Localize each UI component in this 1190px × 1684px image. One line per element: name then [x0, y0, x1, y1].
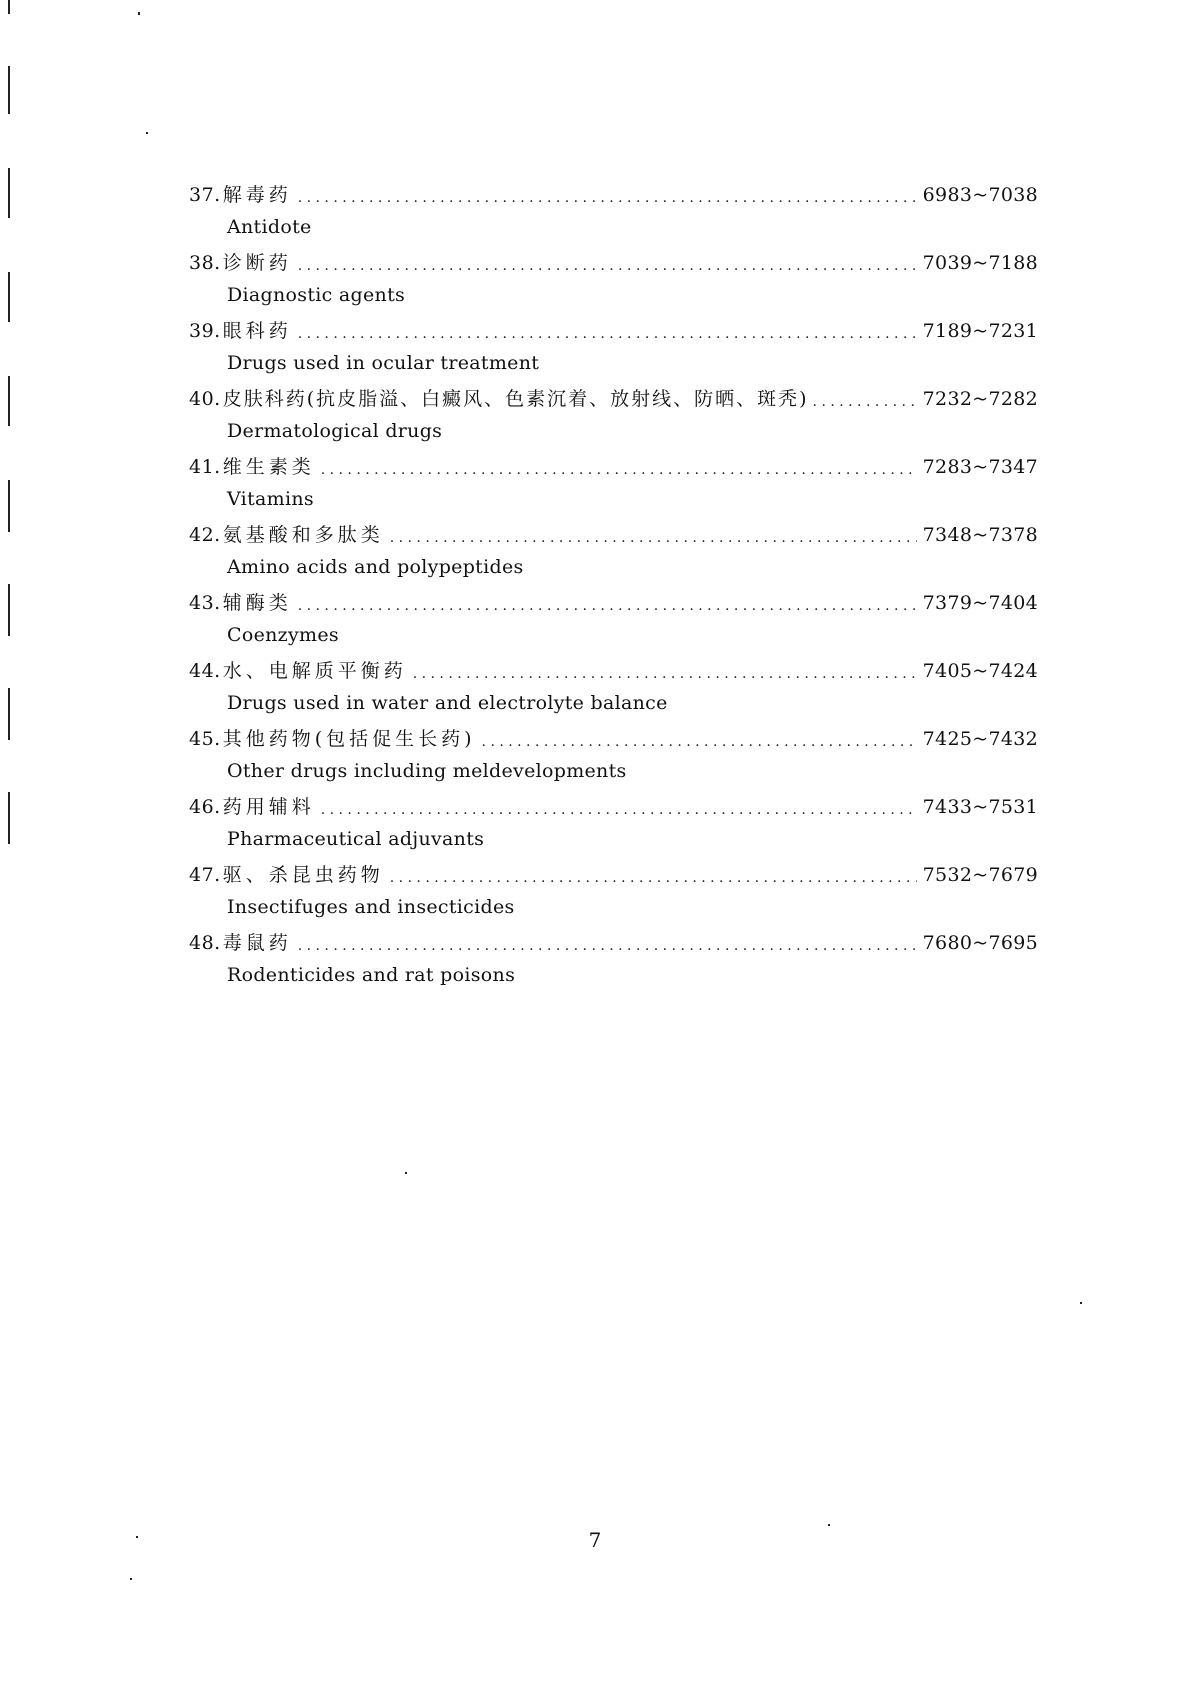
entry-title-en: Drugs used in water and electrolyte balance: [227, 692, 668, 714]
entry-title-en: Other drugs including meldevelopments: [227, 760, 627, 782]
toc-entry: [189, 520, 1038, 588]
dot-leader: [298, 928, 917, 958]
entry-page-range: 7405~7424: [922, 660, 1038, 682]
entry-title-en: Dermatological drugs: [227, 420, 443, 442]
entry-number: 43.: [189, 592, 221, 614]
toc-entry-line: [189, 452, 1038, 482]
toc-entry-line: [189, 520, 1038, 550]
entry-title-zh: 皮肤科药(抗皮脂溢、白癜风、色素沉着、放射线、防晒、斑秃): [222, 388, 809, 410]
dot-leader: [813, 384, 919, 414]
toc-entry: [189, 248, 1038, 316]
dot-leader: [482, 724, 917, 754]
entry-number: 37.: [189, 184, 221, 206]
entry-number: 45.: [189, 728, 221, 750]
scan-artifact: [8, 0, 10, 14]
entry-page-range: 7232~7282: [922, 388, 1038, 410]
entry-title-en: Coenzymes: [227, 624, 339, 646]
entry-title-en: Pharmaceutical adjuvants: [227, 828, 485, 850]
entry-page-range: 7532~7679: [922, 864, 1038, 886]
entry-title-zh: 诊断药: [222, 252, 292, 274]
scan-artifact: [405, 1172, 407, 1174]
scan-artifact: [130, 1578, 132, 1580]
dot-leader: [298, 316, 917, 346]
dot-leader: [298, 248, 917, 278]
entry-page-range: 7283~7347: [922, 456, 1038, 478]
page-number: 7: [588, 1528, 602, 1552]
toc-entry-line: [189, 656, 1038, 686]
entry-page-range: 7425~7432: [922, 728, 1038, 750]
toc-entry-line: [189, 384, 1038, 414]
entry-title-zh: 辅酶类: [222, 592, 292, 614]
entry-page-range: 7433~7531: [922, 796, 1038, 818]
entry-title-en: Drugs used in ocular treatment: [227, 352, 540, 374]
entry-page-range: 7189~7231: [922, 320, 1038, 342]
toc-entry-line: [189, 724, 1038, 754]
toc-entry-line: [189, 792, 1038, 822]
toc-entry-line: [189, 928, 1038, 958]
dot-leader: [298, 180, 917, 210]
scan-artifact: [138, 12, 140, 15]
scan-artifact: [8, 376, 10, 426]
entry-title-en: Diagnostic agents: [227, 284, 406, 306]
dot-leader: [390, 860, 917, 890]
entry-page-range: 7039~7188: [922, 252, 1038, 274]
scan-artifact: [8, 66, 10, 114]
entry-number: 47.: [189, 864, 221, 886]
toc-entry: [189, 384, 1038, 452]
entry-title-zh: 毒鼠药: [222, 932, 292, 954]
entry-title-en: Insectifuges and insecticides: [227, 896, 515, 918]
dot-leader: [321, 792, 917, 822]
entry-title-zh: 氨基酸和多肽类: [222, 524, 384, 546]
entry-title-zh: 眼科药: [222, 320, 292, 342]
toc-entry-line: [189, 180, 1038, 210]
scan-artifact: [1080, 1302, 1082, 1304]
entry-number: 40.: [189, 388, 221, 410]
entry-title-en: Antidote: [227, 216, 312, 238]
scan-artifact: [828, 1524, 830, 1526]
entry-page-range: 7379~7404: [922, 592, 1038, 614]
scan-artifact: [8, 480, 10, 532]
dot-leader: [390, 520, 917, 550]
toc-entry: [189, 180, 1038, 248]
toc-entry: [189, 588, 1038, 656]
entry-title-en: Amino acids and polypeptides: [227, 556, 524, 578]
entry-number: 41.: [189, 456, 221, 478]
dot-leader: [298, 588, 917, 618]
entry-number: 46.: [189, 796, 221, 818]
toc-entry-line: [189, 860, 1038, 890]
entry-number: 44.: [189, 660, 221, 682]
entry-title-zh: 维生素类: [222, 456, 315, 478]
toc-entry-line: [189, 316, 1038, 346]
entry-title-zh: 水、电解质平衡药: [222, 660, 407, 682]
entry-number: 42.: [189, 524, 221, 546]
dot-leader: [413, 656, 917, 686]
scan-artifact: [8, 792, 10, 844]
toc-entry: [189, 656, 1038, 724]
scan-artifact: [8, 688, 10, 740]
entry-title-zh: 药用辅料: [222, 796, 315, 818]
scan-artifact: [8, 584, 10, 636]
toc-entry-line: [189, 248, 1038, 278]
toc-entry-line: [189, 588, 1038, 618]
scan-artifact: [136, 1536, 138, 1538]
entry-title-en: Vitamins: [227, 488, 314, 510]
entry-number: 48.: [189, 932, 221, 954]
entry-title-zh: 解毒药: [222, 184, 292, 206]
toc-entry: [189, 724, 1038, 792]
entry-page-range: 7680~7695: [922, 932, 1038, 954]
toc-entry: [189, 928, 1038, 996]
toc-entry: [189, 792, 1038, 860]
dot-leader: [321, 452, 917, 482]
toc-entry: [189, 860, 1038, 928]
scan-artifact: [8, 272, 10, 322]
scan-artifact: [8, 168, 10, 218]
entry-page-range: 7348~7378: [922, 524, 1038, 546]
entry-page-range: 6983~7038: [922, 184, 1038, 206]
scan-artifact: [146, 132, 148, 134]
toc-entry: [189, 452, 1038, 520]
toc-entry: [189, 316, 1038, 384]
entry-title-en: Rodenticides and rat poisons: [227, 964, 516, 986]
entry-title-zh: 驱、杀昆虫药物: [222, 864, 384, 886]
entry-number: 38.: [189, 252, 221, 274]
entry-title-zh: 其他药物(包括促生长药): [222, 728, 476, 750]
entry-number: 39.: [189, 320, 221, 342]
